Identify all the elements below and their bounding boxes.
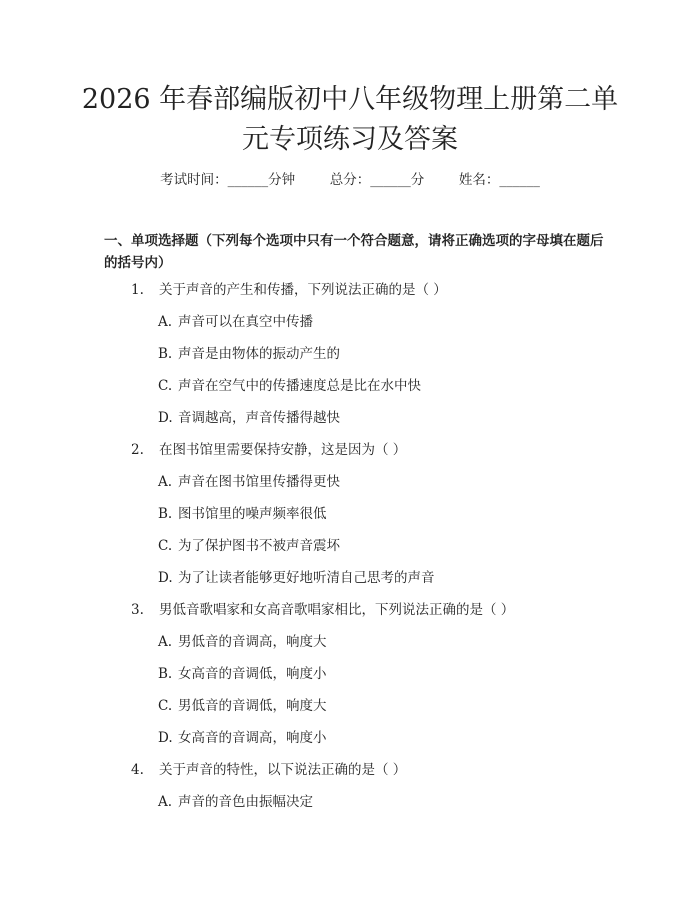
option-letter: B. — [158, 346, 173, 362]
question-2 — [131, 440, 406, 460]
option-letter: A. — [158, 474, 173, 490]
option-letter: C. — [158, 698, 173, 714]
option-4a — [158, 792, 313, 812]
option-text: 女高音的音调高，响度小 — [178, 730, 327, 746]
option-1a — [158, 312, 313, 332]
option-text: 音调越高，声音传播得越快 — [178, 410, 340, 426]
option-text: 为了让读者能够更好地听清自己思考的声音 — [178, 570, 435, 586]
score-unit: 分 — [410, 172, 425, 188]
score-label: 总分： — [329, 172, 371, 188]
option-text: 男低音的音调低，响度大 — [178, 698, 327, 714]
option-text: 声音可以在真空中传播 — [178, 314, 313, 330]
option-1c — [158, 376, 421, 396]
option-letter: B. — [158, 506, 173, 522]
option-text: 声音在空气中的传播速度总是比在水中快 — [178, 378, 421, 394]
option-3d — [158, 728, 327, 748]
time-blank: ______ — [227, 172, 269, 188]
option-text: 为了保护图书不被声音震坏 — [178, 538, 340, 554]
time-label: 考试时间： — [160, 172, 228, 188]
option-letter: C. — [158, 538, 173, 554]
option-3b — [158, 664, 327, 684]
title-line-1: 2026 年春部编版初中八年级物理上册第二单 — [81, 84, 619, 115]
option-letter: C. — [158, 378, 173, 394]
option-letter: B. — [158, 666, 173, 682]
document-title — [0, 80, 700, 160]
option-text: 声音是由物体的振动产生的 — [178, 346, 340, 362]
question-text: 在图书馆里需要保持安静，这是因为（ ） — [159, 442, 407, 458]
option-letter: D. — [158, 730, 173, 746]
option-1d — [158, 408, 340, 428]
exam-info — [0, 168, 700, 188]
option-2d — [158, 568, 435, 588]
question-1 — [131, 280, 447, 300]
question-number: 1. — [131, 282, 144, 298]
option-letter: A. — [158, 314, 173, 330]
option-letter: D. — [158, 410, 173, 426]
option-3c — [158, 696, 327, 716]
score-blank: ______ — [370, 172, 411, 188]
question-number: 3. — [131, 602, 144, 618]
option-letter: A. — [158, 794, 173, 810]
section-heading: 一、单项选择题（下列每个选项中只有一个符合题意，请将正确选项的字母填在题后的括号内） — [104, 233, 604, 271]
question-number: 2. — [131, 442, 144, 458]
option-1b — [158, 344, 340, 364]
question-3 — [131, 600, 514, 620]
time-unit: 分钟 — [268, 172, 296, 188]
option-3a — [158, 632, 327, 652]
option-text: 女高音的音调低，响度小 — [178, 666, 327, 682]
option-text: 声音在图书馆里传播得更快 — [178, 474, 340, 490]
option-text: 男低音的音调高，响度大 — [178, 634, 327, 650]
option-2a — [158, 472, 340, 492]
name-label: 姓名： — [458, 172, 500, 188]
option-letter: D. — [158, 570, 173, 586]
question-4 — [131, 760, 406, 780]
option-2c — [158, 536, 340, 556]
option-letter: A. — [158, 634, 173, 650]
name-blank: ______ — [499, 172, 540, 188]
question-number: 4. — [131, 762, 144, 778]
question-text: 关于声音的特性，以下说法正确的是（ ） — [159, 762, 407, 778]
option-text: 声音的音色由振幅决定 — [178, 794, 313, 810]
option-2b — [158, 504, 327, 524]
question-text: 男低音歌唱家和女高音歌唱家相比，下列说法正确的是（ ） — [159, 602, 515, 618]
question-text: 关于声音的产生和传播，下列说法正确的是（ ） — [159, 282, 447, 298]
option-text: 图书馆里的噪声频率很低 — [178, 506, 327, 522]
title-line-2: 元专项练习及答案 — [242, 124, 458, 155]
